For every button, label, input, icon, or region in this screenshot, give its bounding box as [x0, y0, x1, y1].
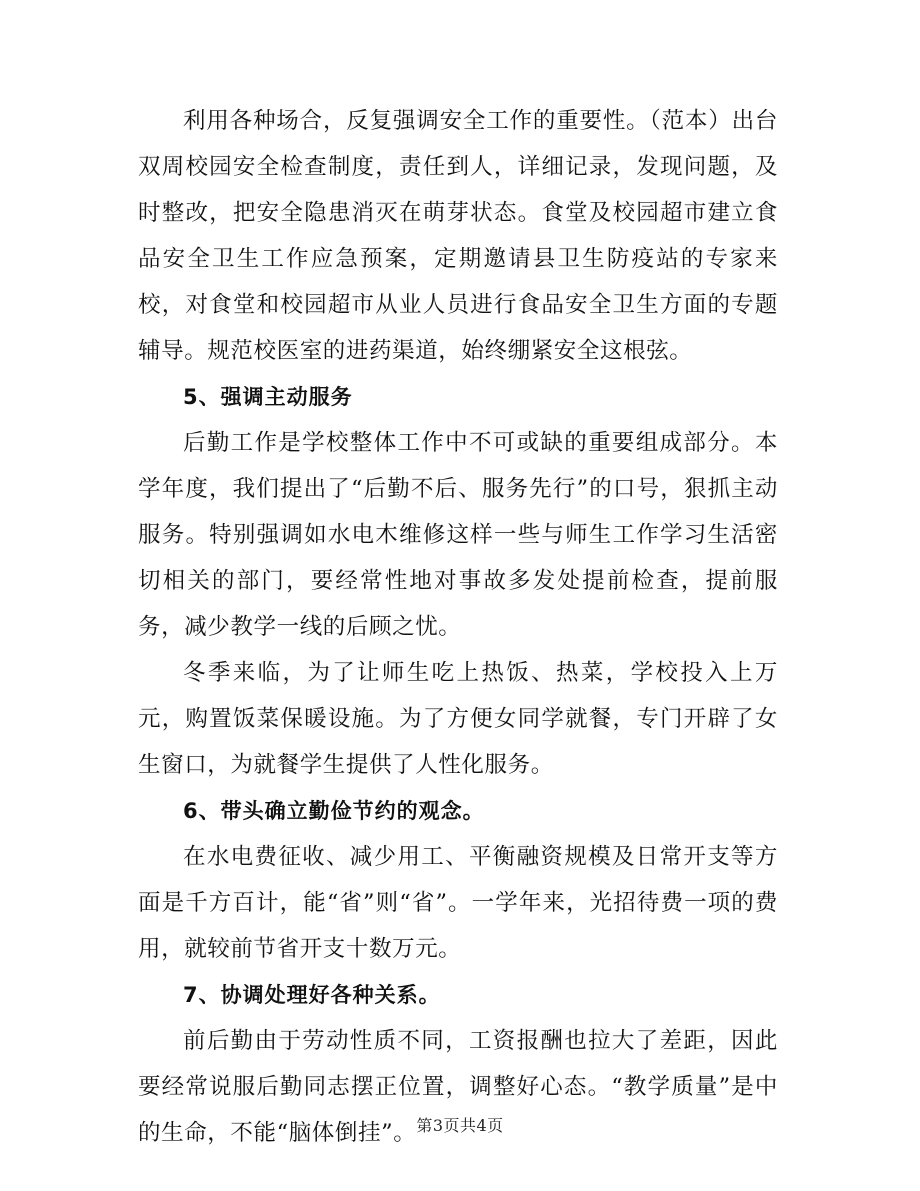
paragraph-winter: 冬季来临，为了让师生吃上热饭、热菜，学校投入上万元，购置饭菜保暖设施。为了方便女同学就餐，专门开辟了女生窗口，为就餐学生提供了人性化服务。 — [138, 660, 778, 778]
document-body — [138, 98, 778, 1156]
heading-relations: 7、协调处理好各种关系。 — [183, 983, 441, 1007]
paragraph-relations: 前后勤由于劳动性质不同，工资报酬也拉大了差距，因此要经常说服后勤同志摆正位置，调整好心态。“教学质量”是中的生命，不能“脑体倒挂”。 — [138, 1028, 778, 1146]
heading-service: 5、强调主动服务 — [183, 385, 353, 409]
paragraph-service: 后勤工作是学校整体工作中不可或缺的重要组成部分。本学年度，我们提出了“后勤不后、服务先行”的口号，狠抓主动服务。特别强调如水电木维修这样一些与师生工作学习生活密切相关的部门，要经常性地对事故多发处提前检查，提前服务，减少教学一线的后顾之忧。 — [138, 430, 778, 640]
heading-thrift: 6、带头确立勤俭节约的观念。 — [183, 799, 485, 823]
paragraph-safety: 利用各种场合，反复强调安全工作的重要性。（范本）出台双周校园安全检查制度，责任到人，详细记录，发现问题，及时整改，把安全隐患消灭在萌芽状态。食堂及校园超市建立食品安全卫生工作应急预案，定期邀请县卫生防疫站的专家来校，对食堂和校园超市从业人员进行食品安全卫生方面的专题辅导。规范校医室的进药渠道，始终绷紧安全这根弦。 — [138, 108, 778, 364]
page-number: 第3页共4页 — [416, 1116, 504, 1135]
paragraph-thrift: 在水电费征收、减少用工、平衡融资规模及日常开支等方面是千方百计，能“省”则“省”。一学年来，光招待费一项的费用，就较前节省开支十数万元。 — [138, 844, 778, 962]
